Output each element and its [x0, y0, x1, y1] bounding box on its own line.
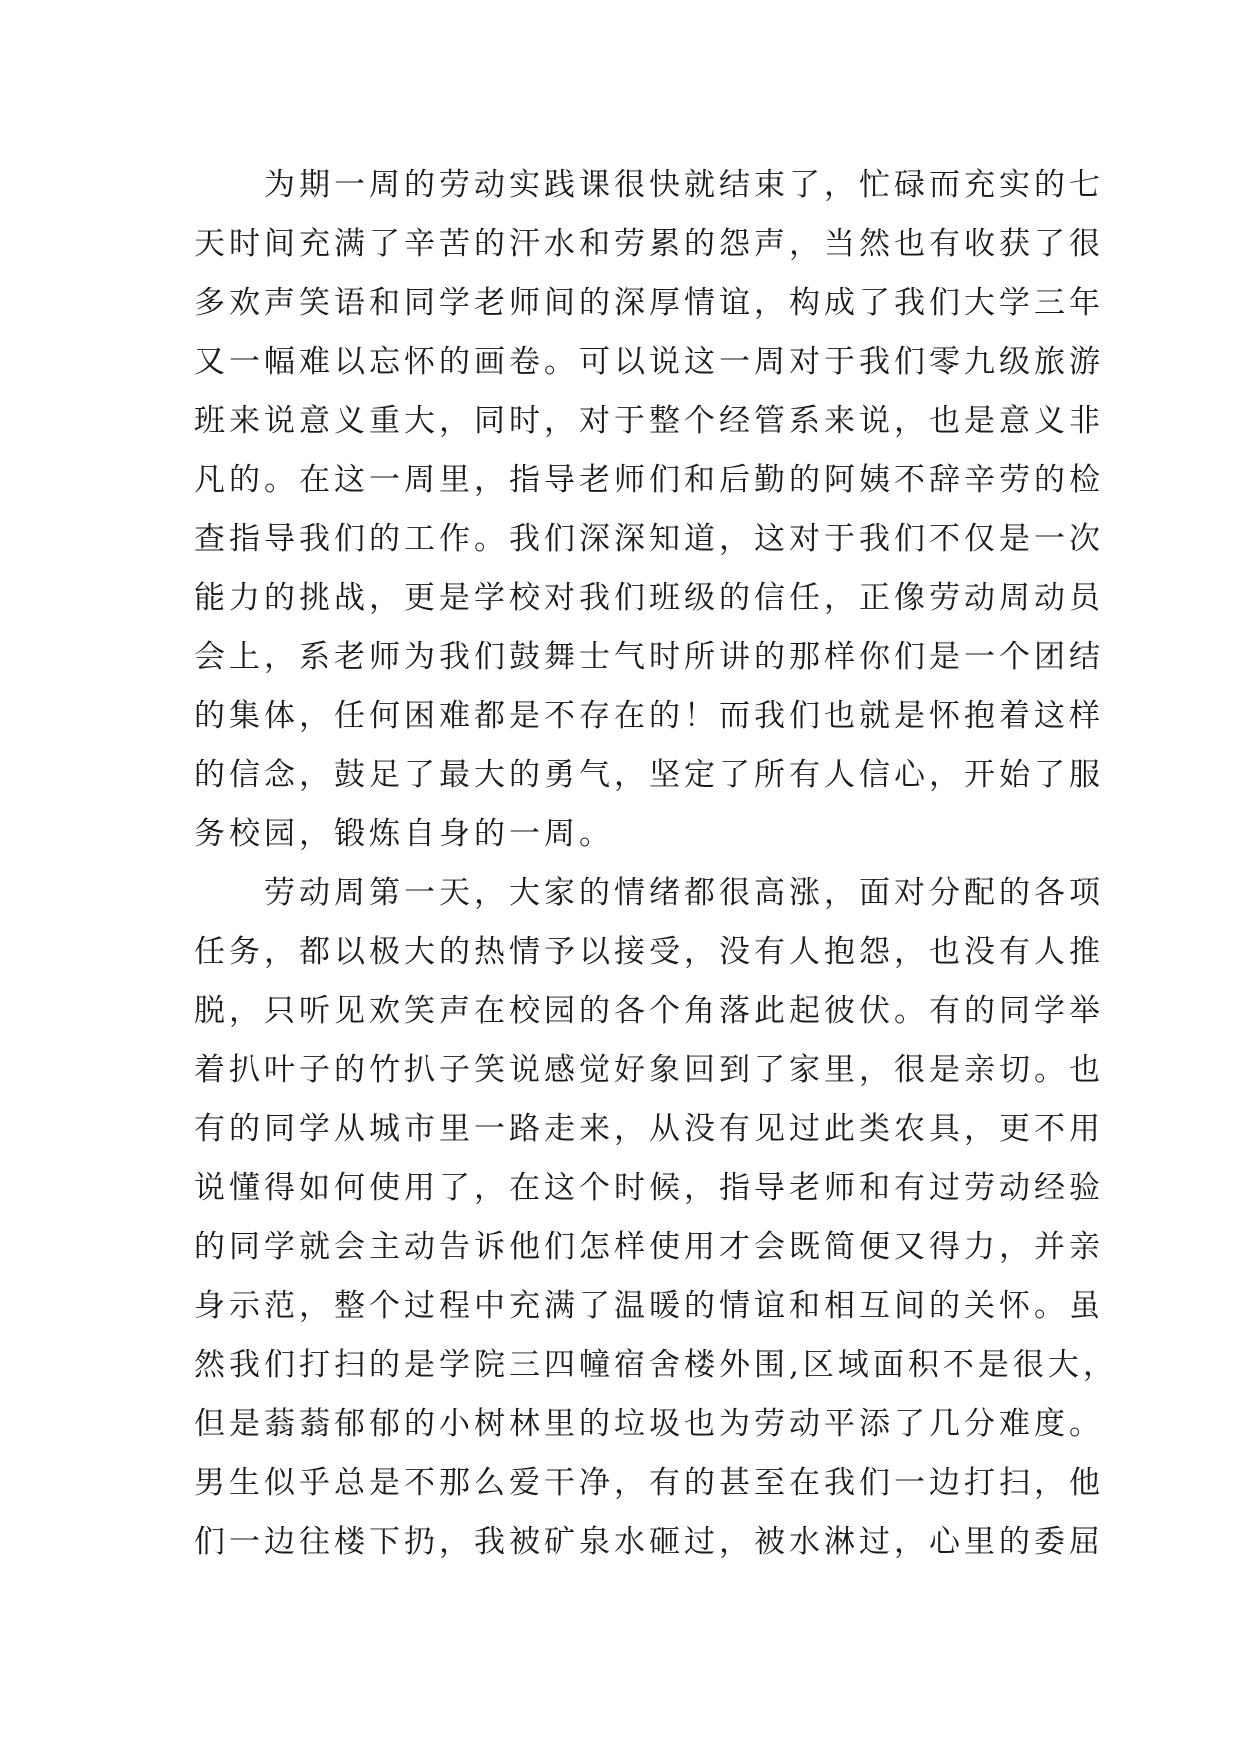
text-line: 们一边往楼下扔，我被矿泉水砸过，被水淋过，心里的委屈 [194, 1524, 1104, 1560]
text-line: 有的同学从城市里一路走来，从没有见过此类农具，更不用 [194, 1111, 1104, 1147]
text-line: 又一幅难以忘怀的画卷。可以说这一周对于我们零九级旅游 [194, 344, 1104, 380]
text-line: 但是蓊蓊郁郁的小树林里的垃圾也为劳动平添了几分难度。 [194, 1406, 1104, 1442]
text-line: 任务，都以极大的热情予以接受，没有人抱怨，也没有人推 [194, 934, 1104, 970]
text-line: 的集体，任何困难都是不存在的！而我们也就是怀抱着这样 [194, 698, 1104, 734]
text-line: 班来说意义重大，同时，对于整个经管系来说，也是意义非 [194, 403, 1104, 439]
text-line: 凡的。在这一周里，指导老师们和后勤的阿姨不辞辛劳的检 [194, 462, 1104, 498]
document-body [194, 156, 1118, 1572]
text-line: 天时间充满了辛苦的汗水和劳累的怨声，当然也有收获了很 [194, 226, 1104, 262]
text-line: 着扒叶子的竹扒子笑说感觉好象回到了家里，很是亲切。也 [194, 1052, 1104, 1088]
text-line: 的信念，鼓足了最大的勇气，坚定了所有人信心，开始了服 [194, 757, 1104, 793]
text-line: 身示范，整个过程中充满了温暖的情谊和相互间的关怀。虽 [194, 1288, 1104, 1324]
text-line: 多欢声笑语和同学老师间的深厚情谊，构成了我们大学三年 [194, 285, 1104, 321]
text-line: 然我们打扫的是学院三四幢宿舍楼外围,区域面积不是很大， [194, 1347, 1118, 1383]
text-line: 为期一周的劳动实践课很快就结束了，忙碌而充实的七 [194, 167, 1104, 203]
text-line: 的同学就会主动告诉他们怎样使用才会既简便又得力，并亲 [194, 1229, 1104, 1265]
text-line: 查指导我们的工作。我们深深知道，这对于我们不仅是一次 [194, 521, 1104, 557]
text-line: 男生似乎总是不那么爱干净，有的甚至在我们一边打扫，他 [194, 1465, 1104, 1501]
text-line: 说懂得如何使用了，在这个时候，指导老师和有过劳动经验 [194, 1170, 1104, 1206]
text-line: 劳动周第一天，大家的情绪都很高涨，面对分配的各项 [194, 875, 1104, 911]
text-line: 务校园，锻炼自身的一周。 [194, 816, 614, 852]
text-line: 能力的挑战，更是学校对我们班级的信任，正像劳动周动员 [194, 580, 1104, 616]
text-line: 会上，系老师为我们鼓舞士气时所讲的那样你们是一个团结 [194, 639, 1104, 675]
text-line: 脱，只听见欢笑声在校园的各个角落此起彼伏。有的同学举 [194, 993, 1104, 1029]
